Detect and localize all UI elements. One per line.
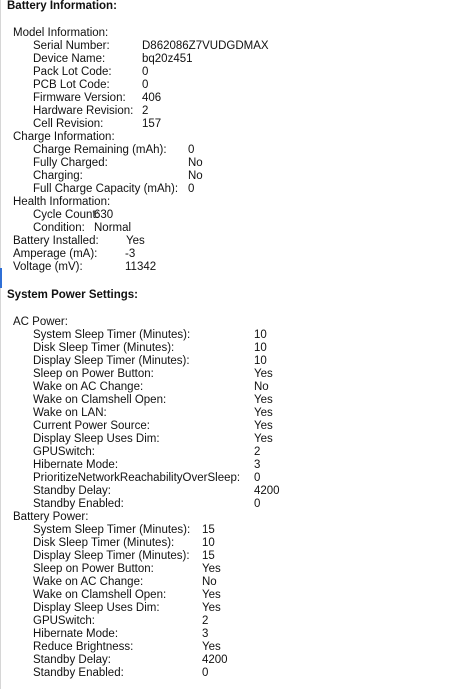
ac-power-row-label: Wake on Clamshell Open:	[33, 394, 167, 406]
ac-power-row-value: 10	[254, 342, 267, 354]
ac-power-row-label: Current Power Source:	[33, 420, 150, 432]
charge-info-row-label: Full Charge Capacity (mAh):	[33, 183, 179, 195]
charge-info-row-label: Charging:	[33, 170, 83, 182]
model-info-row-value: 157	[142, 118, 162, 130]
ac-power-row-label: System Sleep Timer (Minutes):	[33, 329, 191, 341]
health-info-header: Health Information:	[13, 196, 111, 208]
model-info-row-value: D862086Z7VUDGDMAX	[142, 40, 269, 52]
model-info-header: Model Information:	[13, 27, 109, 39]
battery-power-row-label: Standby Delay:	[33, 654, 111, 666]
ac-power-row-value: 0	[254, 498, 261, 510]
power-section-title: System Power Settings:	[7, 289, 139, 301]
ac-power-row-label: PrioritizeNetworkReachabilityOverSleep:	[33, 472, 241, 484]
battery-power-row-value: 3	[202, 628, 209, 640]
model-info-row-label: Pack Lot Code:	[33, 66, 112, 78]
ac-power-row-label: Display Sleep Timer (Minutes):	[33, 355, 190, 367]
model-info-row-label: Device Name:	[33, 53, 106, 65]
model-info-row-label: Firmware Version:	[33, 92, 126, 104]
battery-power-row-value: 2	[202, 615, 209, 627]
ac-power-row-value: Yes	[254, 394, 273, 406]
model-info-row-label: Hardware Revision:	[33, 105, 134, 117]
ac-power-row-value: 4200	[254, 485, 280, 497]
battery-power-row-value: Yes	[202, 563, 221, 575]
ac-power-row-label: Display Sleep Uses Dim:	[33, 433, 160, 445]
battery-power-row-value: 15	[202, 524, 215, 536]
model-info-row-value: 0	[142, 79, 149, 91]
ac-power-row-value: Yes	[254, 420, 273, 432]
ac-power-row-label: Standby Enabled:	[33, 498, 124, 510]
battery-misc-value: 11342	[125, 261, 157, 273]
ac-power-row-label: Disk Sleep Timer (Minutes):	[33, 342, 175, 354]
charge-info-header: Charge Information:	[13, 131, 115, 143]
battery-power-row-label: Standby Enabled:	[33, 667, 124, 679]
selection-marker	[0, 268, 2, 288]
battery-power-row-label: Display Sleep Timer (Minutes):	[33, 550, 190, 562]
battery-power-row-value: Yes	[202, 641, 221, 653]
ac-power-header: AC Power:	[13, 316, 68, 328]
ac-power-row-label: Standby Delay:	[33, 485, 111, 497]
ac-power-row-value: 10	[254, 329, 267, 341]
battery-misc-value: -3	[125, 248, 136, 260]
battery-power-row-value: No	[202, 576, 217, 588]
battery-power-row-label: Hibernate Mode:	[33, 628, 119, 640]
model-info-row-value: bq20z451	[142, 53, 193, 65]
battery-misc-label: Battery Installed:	[13, 235, 99, 247]
battery-power-row-label: Wake on Clamshell Open:	[33, 589, 167, 601]
ac-power-row-value: Yes	[254, 407, 273, 419]
ac-power-row-value: 10	[254, 355, 267, 367]
ac-power-row-label: GPUSwitch:	[33, 446, 95, 458]
model-info-row-value: 406	[142, 92, 162, 104]
ac-power-row-label: Sleep on Power Button:	[33, 368, 154, 380]
battery-power-row-value: Yes	[202, 589, 221, 601]
model-info-row-value: 0	[142, 66, 149, 78]
charge-info-row-label: Fully Charged:	[33, 157, 108, 169]
window-left-edge	[0, 0, 1, 689]
model-info-row-label: Cell Revision:	[33, 118, 104, 130]
battery-power-row-label: GPUSwitch:	[33, 615, 95, 627]
ac-power-row-label: Hibernate Mode:	[33, 459, 119, 471]
charge-info-row-value: No	[188, 157, 203, 169]
battery-misc-label: Amperage (mA):	[13, 248, 98, 260]
health-info-row-value: 630	[94, 209, 114, 221]
battery-power-row-value: 10	[202, 537, 215, 549]
battery-misc-value: Yes	[126, 235, 145, 247]
health-info-row-label: Cycle Count:	[33, 209, 99, 221]
charge-info-row-label: Charge Remaining (mAh):	[33, 144, 167, 156]
health-info-row-label: Condition:	[33, 222, 85, 234]
battery-power-row-label: Wake on AC Change:	[33, 576, 144, 588]
ac-power-row-label: Wake on AC Change:	[33, 381, 144, 393]
battery-power-header: Battery Power:	[13, 511, 89, 523]
battery-power-row-value: 15	[202, 550, 215, 562]
battery-section-title: Battery Information:	[7, 0, 117, 12]
ac-power-row-label: Wake on LAN:	[33, 407, 107, 419]
battery-misc-label: Voltage (mV):	[13, 261, 83, 273]
ac-power-row-value: 0	[254, 472, 261, 484]
model-info-row-label: Serial Number:	[33, 40, 110, 52]
ac-power-row-value: Yes	[254, 368, 273, 380]
battery-power-row-value: 4200	[202, 654, 228, 666]
charge-info-row-value: No	[188, 170, 203, 182]
battery-power-row-label: Sleep on Power Button:	[33, 563, 154, 575]
ac-power-row-value: Yes	[254, 433, 273, 445]
battery-power-row-label: Reduce Brightness:	[33, 641, 134, 653]
ac-power-row-value: 2	[254, 446, 261, 458]
battery-power-row-label: Disk Sleep Timer (Minutes):	[33, 537, 175, 549]
charge-info-row-value: 0	[188, 183, 195, 195]
ac-power-row-value: No	[254, 381, 269, 393]
battery-power-row-label: System Sleep Timer (Minutes):	[33, 524, 191, 536]
battery-power-row-value: 0	[202, 667, 209, 679]
battery-power-row-label: Display Sleep Uses Dim:	[33, 602, 160, 614]
battery-power-row-value: Yes	[202, 602, 221, 614]
model-info-row-value: 2	[142, 105, 149, 117]
model-info-row-label: PCB Lot Code:	[33, 79, 110, 91]
health-info-row-value: Normal	[94, 222, 132, 234]
ac-power-row-value: 3	[254, 459, 261, 471]
charge-info-row-value: 0	[188, 144, 195, 156]
